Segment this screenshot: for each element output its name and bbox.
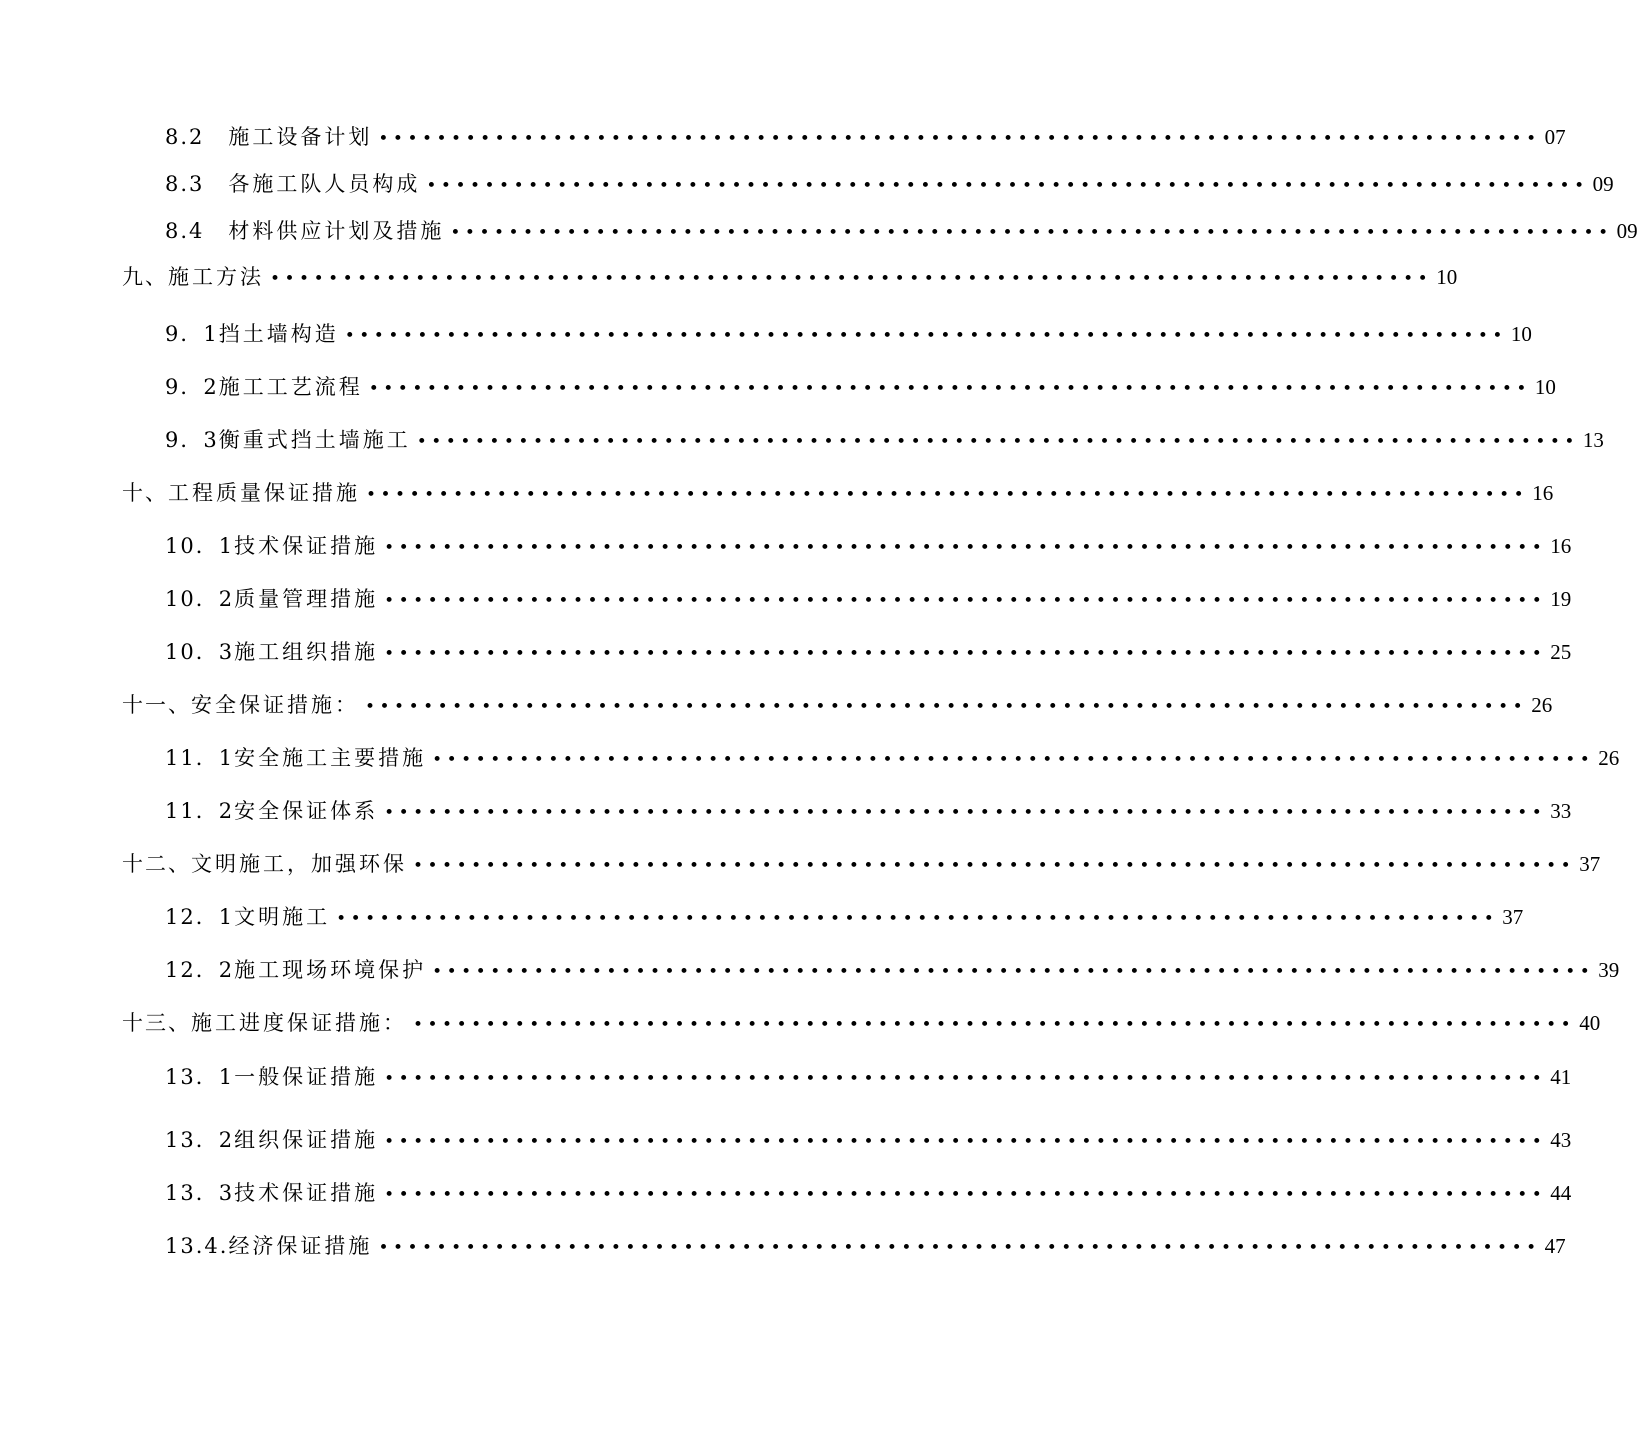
toc-dot-leader: ••••••••••••••••••••••••••••••••••••••••••••••••••••••••••••••••••••••••••••••••	[344, 326, 1507, 346]
toc-entry-title: 施工进度保证措施：	[191, 1011, 407, 1035]
toc-entry-title: 施工方法	[168, 265, 264, 289]
toc-page-number: 25	[1550, 640, 1572, 664]
toc-entry-label	[165, 1062, 378, 1092]
toc-entry[interactable]	[165, 319, 1532, 349]
toc-page-number: 10	[1436, 265, 1458, 289]
toc-entry-number: 11．1	[165, 746, 235, 770]
toc-entry-title: 施工组织措施	[234, 640, 379, 664]
toc-entry-number: 13．1	[165, 1065, 235, 1089]
toc-entry-title: 文明施工	[234, 905, 331, 929]
toc-entry-number: 十二、	[122, 852, 191, 876]
toc-page-number: 16	[1550, 534, 1572, 558]
toc-dot-leader: ••••••••••••••••••••••••••••••••••••••••••••••••••••••••••••••••••••••••••••••••	[432, 962, 1595, 982]
toc-chapter-entry[interactable]	[122, 849, 1601, 879]
toc-dot-leader: ••••••••••••••••••••••••••••••••••••••••••••••••••••••••••••••••••••••••••••••••	[366, 485, 1529, 505]
toc-page-number: 10	[1510, 322, 1532, 346]
toc-dot-leader: ••••••••••••••••••••••••••••••••••••••••••••••••••••••••••••••••••••••••••••••••	[384, 644, 1547, 664]
toc-chapter-entry[interactable]	[122, 478, 1554, 508]
toc-entry-label	[165, 796, 378, 826]
toc-entry-number: 13．2	[165, 1128, 235, 1152]
toc-entry-label	[122, 478, 360, 508]
toc-dot-leader: ••••••••••••••••••••••••••••••••••••••••••••••••••••••••••••••••••••••••••••••••	[416, 432, 1579, 452]
toc-page-number: 37	[1579, 852, 1601, 876]
toc-chapter-entry[interactable]	[122, 1008, 1601, 1038]
toc-entry-title: 安全施工主要措施	[234, 746, 427, 770]
toc-page-number: 41	[1550, 1065, 1572, 1089]
toc-entry-label	[122, 1008, 407, 1038]
toc-entry[interactable]	[165, 531, 1572, 561]
toc-entry-title: 质量管理措施	[234, 587, 379, 611]
toc-entry-label	[165, 216, 444, 246]
toc-dot-leader: ••••••••••••••••••••••••••••••••••••••••••••••••••••••••••••••••••••••••••••••••	[450, 223, 1613, 243]
toc-entry-label	[165, 319, 339, 349]
toc-entry[interactable]	[165, 902, 1524, 932]
toc-entry-number: 10．3	[165, 640, 235, 664]
toc-entry-number: 12．1	[165, 905, 235, 929]
toc-page-number: 07	[1544, 125, 1566, 149]
toc-page-number: 39	[1598, 958, 1620, 982]
toc-page-number: 43	[1550, 1128, 1572, 1152]
toc-entry-number: 十一、	[122, 693, 191, 717]
toc-entry-title: 安全保证体系	[234, 799, 379, 823]
toc-page-number: 10	[1534, 375, 1556, 399]
toc-entry-label	[165, 531, 378, 561]
toc-entry-title: 衡重式挡土墙施工	[218, 428, 411, 452]
toc-entry-number: 九、	[122, 265, 168, 289]
toc-entry-label	[165, 1231, 372, 1261]
toc-entry[interactable]	[165, 637, 1572, 667]
toc-entry-title: 各施工队人员构成	[228, 172, 421, 196]
toc-entry-number: 8.3	[165, 172, 205, 196]
toc-entry-number: 9．1	[165, 322, 219, 346]
toc-entry[interactable]	[165, 169, 1614, 199]
toc-entry-title: 组织保证措施	[234, 1128, 379, 1152]
toc-chapter-entry[interactable]	[122, 690, 1553, 720]
toc-entry-label	[165, 902, 330, 932]
toc-page-number: 40	[1579, 1011, 1601, 1035]
toc-page-number: 26	[1531, 693, 1553, 717]
toc-chapter-entry[interactable]	[122, 262, 1458, 292]
toc-entry-label	[165, 955, 426, 985]
toc-page-number: 19	[1550, 587, 1572, 611]
toc-page-number: 37	[1502, 905, 1524, 929]
toc-entry-title: 挡土墙构造	[218, 322, 339, 346]
toc-entry-number: 13．3	[165, 1181, 235, 1205]
toc-entry-label	[122, 262, 264, 292]
toc-dot-leader: ••••••••••••••••••••••••••••••••••••••••••••••••••••••••••••••••••••••••••••••••	[378, 129, 1541, 149]
toc-entry-number: 12．2	[165, 958, 235, 982]
toc-page-number: 09	[1616, 219, 1638, 243]
toc-entry-label	[165, 425, 411, 455]
toc-entry[interactable]	[165, 425, 1604, 455]
toc-entry-label	[165, 743, 426, 773]
toc-dot-leader: ••••••••••••••••••••••••••••••••••••••••••••••••••••••••••••••••••••••••••••••••	[384, 803, 1547, 823]
toc-entry-number: 9．2	[165, 375, 219, 399]
toc-entry[interactable]	[165, 1125, 1572, 1155]
toc-entry[interactable]	[165, 122, 1566, 152]
toc-page-number: 47	[1544, 1234, 1566, 1258]
toc-entry-number: 9．3	[165, 428, 219, 452]
toc-entry-title: 文明施工，加强环保	[191, 852, 407, 876]
toc-dot-leader: ••••••••••••••••••••••••••••••••••••••••••••••••••••••••••••••••••••••••••••••••	[384, 591, 1547, 611]
toc-entry-number: 10．2	[165, 587, 235, 611]
toc-entry-title: 技术保证措施	[234, 534, 379, 558]
toc-entry-number: 11．2	[165, 799, 235, 823]
toc-entry-label	[165, 1125, 378, 1155]
toc-entry-number: 十三、	[122, 1011, 191, 1035]
toc-entry[interactable]	[165, 955, 1620, 985]
toc-entry-title: 施工现场环境保护	[234, 958, 427, 982]
toc-entry-label	[165, 122, 372, 152]
toc-entry-number: 13.4.	[165, 1234, 229, 1258]
toc-dot-leader: ••••••••••••••••••••••••••••••••••••••••••••••••••••••••••••••••••••••••••••••••	[378, 1238, 1541, 1258]
toc-entry[interactable]	[165, 1231, 1566, 1261]
toc-entry-title: 施工工艺流程	[218, 375, 363, 399]
toc-entry-title: 技术保证措施	[234, 1181, 379, 1205]
toc-entry[interactable]	[165, 1062, 1572, 1092]
toc-entry-title: 材料供应计划及措施	[228, 219, 445, 243]
toc-entry[interactable]	[165, 796, 1572, 826]
toc-dot-leader: ••••••••••••••••••••••••••••••••••••••••••••••••••••••••••••••••••••••••••••••••	[384, 1132, 1547, 1152]
toc-entry-label	[165, 1178, 378, 1208]
toc-page-number: 16	[1532, 481, 1554, 505]
toc-entry-label	[165, 169, 420, 199]
toc-page-number: 44	[1550, 1181, 1572, 1205]
toc-entry-label	[165, 584, 378, 614]
toc-entry-label	[122, 849, 407, 879]
toc-dot-leader: ••••••••••••••••••••••••••••••••••••••••••••••••••••••••••••••••••••••••••••••••	[365, 697, 1528, 717]
toc-entry[interactable]	[165, 216, 1638, 246]
toc-entry[interactable]	[165, 1178, 1572, 1208]
toc-dot-leader: ••••••••••••••••••••••••••••••••••••••••••••••••••••••••••••••••••••••••••••••••	[413, 856, 1576, 876]
toc-page-number: 26	[1598, 746, 1620, 770]
toc-entry-title: 安全保证措施：	[191, 693, 359, 717]
toc-page-number: 13	[1582, 428, 1604, 452]
toc-entry-number: 8.2	[165, 125, 205, 149]
toc-dot-leader: ••••••••••••••••••••••••••••••••••••••••••••••••••••••••••••••••••••••••••••••••	[270, 269, 1433, 289]
toc-dot-leader: ••••••••••••••••••••••••••••••••••••••••••••••••••••••••••••••••••••••••••••••••	[384, 1185, 1547, 1205]
toc-entry[interactable]	[165, 372, 1556, 402]
toc-entry[interactable]	[165, 743, 1620, 773]
toc-entry-title: 施工设备计划	[228, 125, 373, 149]
toc-page-number: 09	[1592, 172, 1614, 196]
toc-dot-leader: ••••••••••••••••••••••••••••••••••••••••••••••••••••••••••••••••••••••••••••••••	[368, 379, 1531, 399]
toc-entry-number: 10．1	[165, 534, 235, 558]
toc-entry-label	[165, 637, 378, 667]
toc-dot-leader: ••••••••••••••••••••••••••••••••••••••••••••••••••••••••••••••••••••••••••••••••	[384, 538, 1547, 558]
toc-dot-leader: ••••••••••••••••••••••••••••••••••••••••••••••••••••••••••••••••••••••••••••••••	[413, 1015, 1576, 1035]
toc-entry-title: 经济保证措施	[228, 1234, 373, 1258]
toc-entry-number: 8.4	[165, 219, 205, 243]
toc-entry-title: 工程质量保证措施	[168, 481, 360, 505]
toc-dot-leader: ••••••••••••••••••••••••••••••••••••••••••••••••••••••••••••••••••••••••••••••••	[336, 909, 1499, 929]
toc-entry-label	[122, 690, 359, 720]
toc-entry-number: 十、	[122, 481, 168, 505]
toc-dot-leader: ••••••••••••••••••••••••••••••••••••••••••••••••••••••••••••••••••••••••••••••••	[432, 750, 1595, 770]
toc-page-number: 33	[1550, 799, 1572, 823]
toc-entry-label	[165, 372, 363, 402]
toc-dot-leader: ••••••••••••••••••••••••••••••••••••••••••••••••••••••••••••••••••••••••••••••••	[426, 176, 1589, 196]
toc-dot-leader: ••••••••••••••••••••••••••••••••••••••••••••••••••••••••••••••••••••••••••••••••	[384, 1069, 1547, 1089]
toc-entry[interactable]	[165, 584, 1572, 614]
toc-entry-title: 一般保证措施	[234, 1065, 379, 1089]
